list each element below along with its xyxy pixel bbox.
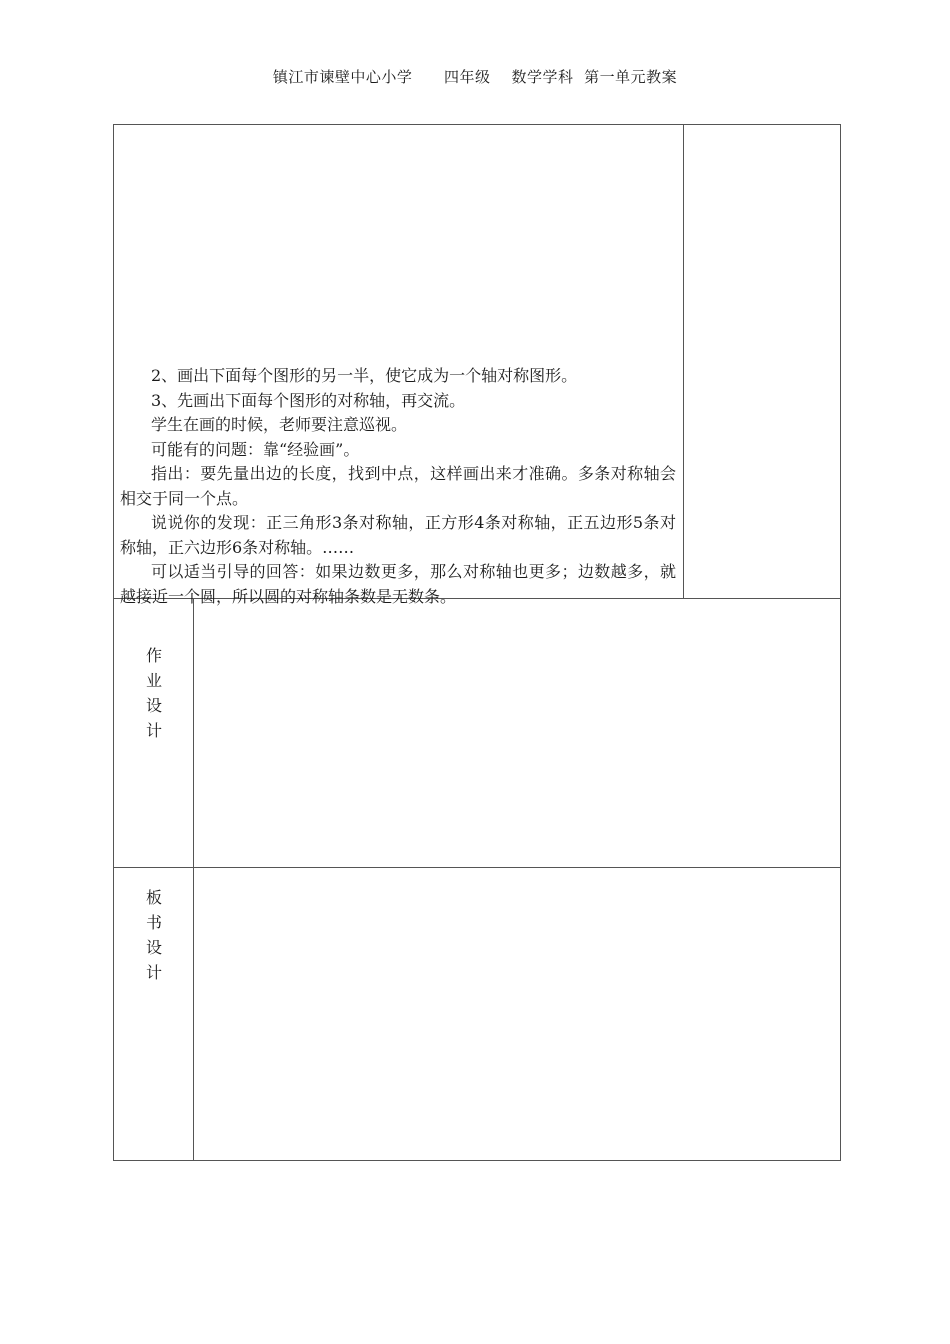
label-char: 作 bbox=[145, 646, 162, 665]
lesson-paragraph: 可能有的问题：靠“经验画”。 bbox=[151, 439, 360, 459]
label-char: 设 bbox=[145, 696, 162, 715]
lesson-paragraph: 2、画出下面每个图形的另一半，使它成为一个轴对称图形。 bbox=[151, 366, 578, 385]
notes-column-divider bbox=[683, 124, 684, 599]
table-bottom-border bbox=[113, 1160, 841, 1161]
label-char: 业 bbox=[145, 671, 162, 690]
board-design-label bbox=[114, 885, 194, 985]
table-top-border bbox=[113, 124, 841, 125]
label-char: 计 bbox=[145, 963, 162, 982]
label-char: 板 bbox=[145, 888, 162, 907]
table-right-border bbox=[840, 124, 841, 1161]
lesson-paragraph: 3、先画出下面每个图形的对称轴，再交流。 bbox=[151, 390, 466, 410]
label-char: 书 bbox=[145, 913, 162, 932]
lesson-paragraph: 学生在画的时候，老师要注意巡视。 bbox=[151, 415, 408, 434]
label-char: 计 bbox=[145, 721, 162, 740]
page-header: 镇江市谏壁中心小学 四年级 数学学科 第一单元教案 bbox=[272, 68, 678, 86]
lesson-body-text bbox=[120, 364, 676, 609]
lesson-paragraph: 指出：要先量出边的长度，找到中点，这样画出来才准确。多条对称轴会相交于同一个点。 bbox=[120, 464, 676, 508]
homework-design-label bbox=[114, 643, 194, 743]
table-row-divider-2 bbox=[113, 867, 841, 868]
lesson-paragraph: 可以适当引导的回答：如果边数更多，那么对称轴也更多；边数越多，就越接近一个圆，所以圆的对称轴条数是无数条。 bbox=[120, 562, 676, 606]
lesson-paragraph: 说说你的发现：正三角形3条对称轴，正方形4条对称轴，正五边形5条对称轴，正六边形6条对称轴。…… bbox=[120, 513, 676, 557]
label-char: 设 bbox=[145, 938, 162, 957]
